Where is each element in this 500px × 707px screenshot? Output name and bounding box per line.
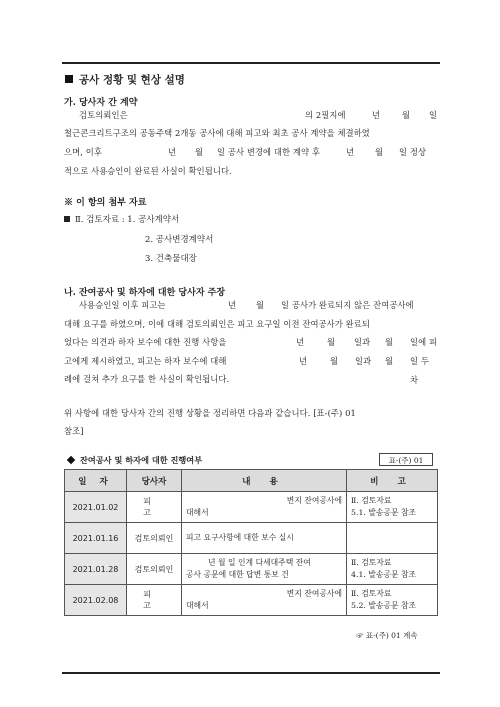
- attach-item-2: 2. 공사변경계약서: [145, 235, 214, 245]
- para-a-line1: 검토의뢰인은 의 2필지에 년 월 일: [79, 110, 438, 120]
- row-party: 피 고: [127, 585, 182, 616]
- table-row: [65, 523, 438, 554]
- row-party: 검토의뢰인: [127, 554, 182, 585]
- row-note: Ⅱ. 검토자료 5.2. 발송공문 참조: [347, 585, 438, 616]
- row-date: 2021.01.02: [65, 492, 127, 523]
- table-title: 잔여공사 및 하자에 대한 진행여부: [66, 455, 202, 466]
- sub-heading-a: 가. 당사자 간 계약: [64, 98, 138, 108]
- sub-heading-b: 나. 잔여공사 및 하자에 대한 당사자 주장: [64, 288, 226, 298]
- row-party: 피 고: [127, 492, 182, 523]
- header-date: 일 자: [65, 470, 127, 492]
- header-note: 비 고: [347, 470, 438, 492]
- row-note: [347, 523, 438, 554]
- summary-line1: 위 사항에 대한 당사자 간의 진행 상황을 정리하면 다음과 같습니다. [표-(주) 01: [64, 408, 356, 418]
- para-b-line1: 사용승인일 이후 피고는 년 월 일 공사가 완료되지 않은 잔여공사에: [79, 300, 414, 310]
- para-b-line5: 례에 걸쳐 추가 요구를 한 사실이 확인됩니다.: [64, 374, 230, 384]
- table-header-row: [65, 470, 438, 492]
- square-bullet-icon: [65, 75, 73, 83]
- attach-heading: ※ 이 항의 첨부 자료: [64, 198, 147, 208]
- table-row: [65, 554, 438, 585]
- table-ref-box: 표-(주) 01: [379, 453, 433, 466]
- header-party: 당사자: [127, 470, 182, 492]
- top-rule: [62, 62, 440, 64]
- row-date: 2021.01.16: [65, 523, 127, 554]
- table-row: [65, 585, 438, 616]
- bottom-rule: [62, 672, 440, 674]
- row-date: 2021.02.08: [65, 585, 127, 616]
- attach-item-3: 3. 건축물대장: [145, 254, 197, 264]
- para-a-line3: 으며, 이후 년 월 일 공사 변경에 대한 계약 후 년 월 일 정상: [64, 147, 427, 157]
- para-b-line3: 었다는 의견과 하자 보수에 대한 진행 사항을 년 월 일과 월 일에 피: [64, 337, 438, 347]
- summary-line2: 참조]: [64, 426, 84, 436]
- table-continuation-note: ☞ 표-(주) 01 계속: [356, 631, 418, 640]
- row-content: 변지 잔여공사에 대해서: [182, 585, 347, 616]
- row-party: 검토의뢰인: [127, 523, 182, 554]
- table-row: [65, 492, 438, 523]
- header-content: 내 용: [182, 470, 347, 492]
- row-content: 변지 잔여공사에 대해서: [182, 492, 347, 523]
- row-content: 피고 요구사항에 대한 보수 실시: [182, 523, 347, 554]
- para-b-line2: 대해 요구를 하였으며, 이에 대해 검토의뢰인은 피고 요구일 이전 잔여공사가 완료되: [64, 319, 371, 329]
- row-date: 2021.01.28: [65, 554, 127, 585]
- para-a-line4: 적으로 사용승인이 완료된 사실이 확인됩니다.: [64, 166, 232, 176]
- attach-item-1: Ⅱ. 검토자료 : 1. 공사계약서: [64, 213, 179, 225]
- row-content: 년 월 일 인계 다세대주택 잔여 공사 공문에 대한 답변 통보 건: [182, 554, 347, 585]
- para-a-line2: 철근콘크리트구조의 공동주택 2개동 공사에 대해 피고와 최초 공사 계약을 체결하였: [64, 128, 370, 138]
- diamond-bullet-icon: [67, 456, 75, 464]
- progress-table: [64, 469, 438, 616]
- section-title: 공사 정황 및 현상 설명: [65, 72, 185, 87]
- row-note: Ⅱ. 검토자료 5.1. 발송공문 참조: [347, 492, 438, 523]
- square-bullet-icon: [64, 216, 70, 222]
- row-note: Ⅱ. 검토자료 4.1. 발송공문 참조: [347, 554, 438, 585]
- para-b-line4: 고에게 제시하였고, 피고는 하자 보수에 대해 년 월 일과 월 일 두 차: [64, 356, 429, 385]
